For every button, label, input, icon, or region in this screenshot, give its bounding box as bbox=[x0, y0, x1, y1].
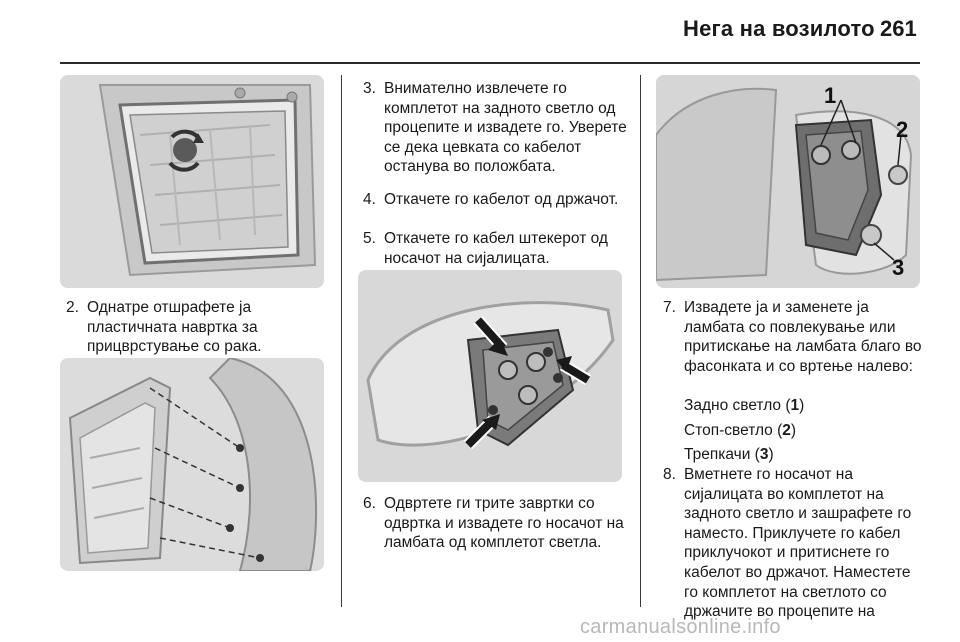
page-number: 261 bbox=[880, 16, 917, 41]
bulb-label: Стоп-светло ( bbox=[684, 422, 783, 439]
watermark-text: carmanualsonline.info bbox=[580, 616, 781, 638]
step-text: Внимателно извлечете го комплетот на задното светло од процепите и извадете го. Уверете се дека цевката со кабелот останува во положбата. bbox=[384, 80, 627, 176]
bulb-close: ) bbox=[799, 397, 805, 414]
bulb-label: Трепкачи ( bbox=[684, 446, 760, 463]
step-text: Вметнете го носачот на сијалицата во комплетот на задното светло и зашрафете го наместо. Приклучете го кабел приклучокот и притиснете го кабелот во држачот. Наместете го комплетот на светлото со држачите во процепите на bbox=[684, 466, 912, 621]
bulb-item-turn-signal bbox=[684, 445, 774, 465]
bulb-label: Задно светло ( bbox=[684, 397, 791, 414]
step-text: Извадете ја и заменете ја ламбата со повлекување или притискање на ламбата благо во фасонката и со вртење налево: bbox=[684, 299, 922, 375]
instruction-step-8 bbox=[663, 465, 925, 622]
step-text: Откачете го кабел штекерот од носачот на сијалицата. bbox=[384, 230, 608, 267]
step-number: 7. bbox=[663, 299, 676, 316]
bulb-item-tail-light bbox=[684, 396, 804, 416]
bulb-close: ) bbox=[768, 446, 774, 463]
bulb-ref: 2 bbox=[782, 422, 791, 439]
figure-trim-nut bbox=[60, 75, 324, 288]
bulb-ref: 1 bbox=[790, 397, 800, 414]
figure-bulb-holder-screws bbox=[358, 270, 622, 482]
figure-bulb-positions bbox=[656, 75, 920, 288]
callout-2: 2 bbox=[896, 117, 909, 142]
instruction-step-3 bbox=[363, 79, 635, 177]
step-text: Откачете го кабелот од држачот. bbox=[384, 191, 619, 208]
step-number: 4. bbox=[363, 191, 376, 208]
instruction-step-5 bbox=[363, 229, 635, 268]
bulb-ref: 3 bbox=[759, 446, 769, 463]
step-number: 6. bbox=[363, 495, 376, 512]
instruction-step-2 bbox=[66, 298, 336, 357]
instruction-step-4 bbox=[363, 190, 635, 210]
bulb-item-brake-light bbox=[684, 421, 796, 441]
instruction-step-6 bbox=[363, 494, 635, 553]
header-divider bbox=[60, 62, 920, 64]
step-number: 3. bbox=[363, 80, 376, 97]
callout-3: 3 bbox=[892, 255, 905, 280]
figure-light-removal bbox=[60, 358, 324, 571]
step-text: Однатре отшрафете ја пластичната наврткa за прицврстување со рака. bbox=[87, 299, 262, 356]
column-divider-right bbox=[640, 75, 641, 607]
bulb-close: ) bbox=[790, 422, 797, 439]
step-number: 5. bbox=[363, 230, 376, 247]
callout-1: 1 bbox=[824, 83, 837, 108]
instruction-step-7 bbox=[663, 298, 925, 376]
step-text: Одвртете ги трите завртки со одвртка и извадете го носачот на ламбата од комплетот светла. bbox=[384, 495, 624, 552]
step-number: 2. bbox=[66, 299, 79, 316]
column-divider-left bbox=[341, 75, 342, 607]
step-number: 8. bbox=[663, 466, 676, 483]
page-header-title: Нега на возилото bbox=[683, 16, 875, 41]
